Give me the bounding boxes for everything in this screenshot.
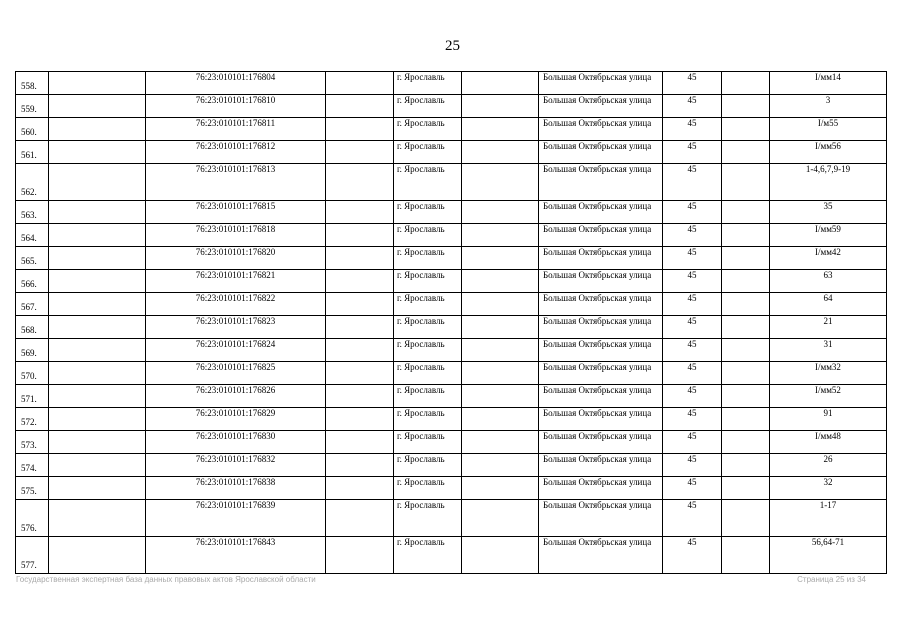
- empty-cell: [722, 164, 770, 201]
- cadastral-number: 76:23:010101:176830: [146, 431, 326, 454]
- empty-cell: [722, 72, 770, 95]
- street-name: Большая Октябрьская улица: [539, 118, 663, 141]
- empty-cell: [326, 500, 394, 537]
- empty-cell: [722, 293, 770, 316]
- house-number: 45: [663, 201, 722, 224]
- row-number: 563.: [16, 201, 49, 224]
- empty-cell: [462, 247, 539, 270]
- street-name: Большая Октябрьская улица: [539, 339, 663, 362]
- cadastral-number: 76:23:010101:176829: [146, 408, 326, 431]
- premises-number: I/мм56: [770, 141, 887, 164]
- empty-cell: [49, 537, 146, 574]
- city-name: г. Ярославль: [394, 293, 462, 316]
- house-number: 45: [663, 118, 722, 141]
- footer-page-counter: Страница 25 из 34: [797, 575, 866, 584]
- house-number: 45: [663, 164, 722, 201]
- premises-number: 3: [770, 95, 887, 118]
- empty-cell: [49, 454, 146, 477]
- empty-cell: [462, 95, 539, 118]
- city-name: г. Ярославль: [394, 408, 462, 431]
- table-row: [16, 201, 887, 224]
- house-number: 45: [663, 270, 722, 293]
- row-number: 558.: [16, 72, 49, 95]
- empty-cell: [326, 270, 394, 293]
- house-number: 45: [663, 339, 722, 362]
- empty-cell: [49, 431, 146, 454]
- empty-cell: [462, 454, 539, 477]
- table-row: [16, 477, 887, 500]
- premises-number: 63: [770, 270, 887, 293]
- premises-number: I/мм42: [770, 247, 887, 270]
- empty-cell: [722, 500, 770, 537]
- empty-cell: [722, 339, 770, 362]
- empty-cell: [462, 431, 539, 454]
- table-row: [16, 385, 887, 408]
- row-number: 570.: [16, 362, 49, 385]
- empty-cell: [462, 201, 539, 224]
- row-number: 565.: [16, 247, 49, 270]
- cadastral-number: 76:23:010101:176815: [146, 201, 326, 224]
- empty-cell: [326, 385, 394, 408]
- city-name: г. Ярославль: [394, 385, 462, 408]
- street-name: Большая Октябрьская улица: [539, 408, 663, 431]
- premises-number: I/м55: [770, 118, 887, 141]
- empty-cell: [722, 477, 770, 500]
- row-number: 569.: [16, 339, 49, 362]
- cadastral-number: 76:23:010101:176843: [146, 537, 326, 574]
- premises-number: 1-4,6,7,9-19: [770, 164, 887, 201]
- row-number: 561.: [16, 141, 49, 164]
- house-number: 45: [663, 72, 722, 95]
- cadastral-number: 76:23:010101:176823: [146, 316, 326, 339]
- empty-cell: [49, 224, 146, 247]
- empty-cell: [722, 362, 770, 385]
- premises-number: 31: [770, 339, 887, 362]
- street-name: Большая Октябрьская улица: [539, 201, 663, 224]
- empty-cell: [722, 270, 770, 293]
- empty-cell: [326, 477, 394, 500]
- house-number: 45: [663, 141, 722, 164]
- cadastral-number: 76:23:010101:176839: [146, 500, 326, 537]
- empty-cell: [722, 201, 770, 224]
- row-number: 568.: [16, 316, 49, 339]
- street-name: Большая Октябрьская улица: [539, 72, 663, 95]
- street-name: Большая Октябрьская улица: [539, 164, 663, 201]
- empty-cell: [462, 500, 539, 537]
- empty-cell: [49, 500, 146, 537]
- empty-cell: [722, 454, 770, 477]
- table-row: [16, 431, 887, 454]
- table-row: [16, 72, 887, 95]
- cadastral-number: 76:23:010101:176820: [146, 247, 326, 270]
- empty-cell: [722, 537, 770, 574]
- house-number: 45: [663, 500, 722, 537]
- house-number: 45: [663, 224, 722, 247]
- empty-cell: [462, 270, 539, 293]
- footer-source: Государственная экспертная база данных правовых актов Ярославской области: [16, 575, 316, 584]
- table-row: [16, 118, 887, 141]
- row-number: 560.: [16, 118, 49, 141]
- street-name: Большая Октябрьская улица: [539, 316, 663, 339]
- street-name: Большая Октябрьская улица: [539, 362, 663, 385]
- premises-number: 21: [770, 316, 887, 339]
- empty-cell: [49, 141, 146, 164]
- empty-cell: [326, 201, 394, 224]
- empty-cell: [722, 118, 770, 141]
- table-row: [16, 537, 887, 574]
- empty-cell: [326, 118, 394, 141]
- premises-number: 35: [770, 201, 887, 224]
- row-number: 573.: [16, 431, 49, 454]
- table-row: [16, 316, 887, 339]
- street-name: Большая Октябрьская улица: [539, 141, 663, 164]
- empty-cell: [722, 385, 770, 408]
- empty-cell: [49, 95, 146, 118]
- house-number: 45: [663, 408, 722, 431]
- cadastral-number: 76:23:010101:176811: [146, 118, 326, 141]
- empty-cell: [326, 164, 394, 201]
- empty-cell: [49, 339, 146, 362]
- cadastral-number: 76:23:010101:176813: [146, 164, 326, 201]
- empty-cell: [49, 270, 146, 293]
- street-name: Большая Октябрьская улица: [539, 385, 663, 408]
- empty-cell: [326, 339, 394, 362]
- city-name: г. Ярославль: [394, 537, 462, 574]
- registry-table-body: [16, 72, 887, 574]
- empty-cell: [326, 431, 394, 454]
- empty-cell: [722, 316, 770, 339]
- cadastral-number: 76:23:010101:176818: [146, 224, 326, 247]
- empty-cell: [462, 339, 539, 362]
- city-name: г. Ярославль: [394, 72, 462, 95]
- table-row: [16, 500, 887, 537]
- empty-cell: [462, 537, 539, 574]
- city-name: г. Ярославль: [394, 164, 462, 201]
- house-number: 45: [663, 293, 722, 316]
- premises-number: I/мм32: [770, 362, 887, 385]
- city-name: г. Ярославль: [394, 95, 462, 118]
- empty-cell: [462, 316, 539, 339]
- premises-number: I/мм52: [770, 385, 887, 408]
- row-number: 576.: [16, 500, 49, 537]
- empty-cell: [462, 362, 539, 385]
- city-name: г. Ярославль: [394, 431, 462, 454]
- empty-cell: [326, 408, 394, 431]
- table-row: [16, 164, 887, 201]
- street-name: Большая Октябрьская улица: [539, 500, 663, 537]
- city-name: г. Ярославль: [394, 362, 462, 385]
- house-number: 45: [663, 431, 722, 454]
- row-number: 562.: [16, 164, 49, 201]
- row-number: 575.: [16, 477, 49, 500]
- empty-cell: [326, 224, 394, 247]
- empty-cell: [462, 293, 539, 316]
- city-name: г. Ярославль: [394, 141, 462, 164]
- table-row: [16, 247, 887, 270]
- empty-cell: [326, 316, 394, 339]
- city-name: г. Ярославль: [394, 454, 462, 477]
- table-row: [16, 95, 887, 118]
- cadastral-number: 76:23:010101:176832: [146, 454, 326, 477]
- city-name: г. Ярославль: [394, 247, 462, 270]
- premises-number: 32: [770, 477, 887, 500]
- empty-cell: [49, 385, 146, 408]
- cadastral-number: 76:23:010101:176804: [146, 72, 326, 95]
- cadastral-number: 76:23:010101:176825: [146, 362, 326, 385]
- empty-cell: [49, 201, 146, 224]
- house-number: 45: [663, 247, 722, 270]
- empty-cell: [722, 431, 770, 454]
- street-name: Большая Октябрьская улица: [539, 95, 663, 118]
- row-number: 577.: [16, 537, 49, 574]
- premises-number: 1-17: [770, 500, 887, 537]
- empty-cell: [326, 362, 394, 385]
- premises-number: 26: [770, 454, 887, 477]
- city-name: г. Ярославль: [394, 316, 462, 339]
- empty-cell: [49, 247, 146, 270]
- street-name: Большая Октябрьская улица: [539, 431, 663, 454]
- empty-cell: [462, 141, 539, 164]
- table-row: [16, 454, 887, 477]
- house-number: 45: [663, 385, 722, 408]
- cadastral-number: 76:23:010101:176821: [146, 270, 326, 293]
- empty-cell: [462, 408, 539, 431]
- house-number: 45: [663, 537, 722, 574]
- street-name: Большая Октябрьская улица: [539, 537, 663, 574]
- table-row: [16, 362, 887, 385]
- empty-cell: [49, 72, 146, 95]
- premises-number: 91: [770, 408, 887, 431]
- city-name: г. Ярославль: [394, 224, 462, 247]
- empty-cell: [49, 362, 146, 385]
- empty-cell: [49, 293, 146, 316]
- cadastral-number: 76:23:010101:176826: [146, 385, 326, 408]
- row-number: 566.: [16, 270, 49, 293]
- empty-cell: [326, 537, 394, 574]
- row-number: 567.: [16, 293, 49, 316]
- table-row: [16, 293, 887, 316]
- city-name: г. Ярославль: [394, 477, 462, 500]
- premises-number: I/мм14: [770, 72, 887, 95]
- empty-cell: [49, 164, 146, 201]
- city-name: г. Ярославль: [394, 339, 462, 362]
- table-row: [16, 339, 887, 362]
- table-row: [16, 141, 887, 164]
- empty-cell: [462, 72, 539, 95]
- city-name: г. Ярославль: [394, 270, 462, 293]
- house-number: 45: [663, 362, 722, 385]
- empty-cell: [722, 95, 770, 118]
- empty-cell: [326, 293, 394, 316]
- empty-cell: [462, 118, 539, 141]
- city-name: г. Ярославль: [394, 118, 462, 141]
- empty-cell: [722, 408, 770, 431]
- table-row: [16, 408, 887, 431]
- table-row: [16, 270, 887, 293]
- empty-cell: [722, 141, 770, 164]
- row-number: 572.: [16, 408, 49, 431]
- house-number: 45: [663, 95, 722, 118]
- table-row: [16, 224, 887, 247]
- empty-cell: [462, 224, 539, 247]
- page-number: 25: [445, 38, 460, 54]
- premises-number: 64: [770, 293, 887, 316]
- street-name: Большая Октябрьская улица: [539, 477, 663, 500]
- cadastral-number: 76:23:010101:176822: [146, 293, 326, 316]
- page-footer: [16, 575, 866, 584]
- empty-cell: [326, 95, 394, 118]
- empty-cell: [462, 164, 539, 201]
- city-name: г. Ярославль: [394, 201, 462, 224]
- empty-cell: [49, 118, 146, 141]
- house-number: 45: [663, 477, 722, 500]
- house-number: 45: [663, 454, 722, 477]
- empty-cell: [326, 247, 394, 270]
- cadastral-number: 76:23:010101:176812: [146, 141, 326, 164]
- cadastral-number: 76:23:010101:176810: [146, 95, 326, 118]
- row-number: 571.: [16, 385, 49, 408]
- street-name: Большая Октябрьская улица: [539, 454, 663, 477]
- house-number: 45: [663, 316, 722, 339]
- empty-cell: [462, 477, 539, 500]
- empty-cell: [326, 454, 394, 477]
- premises-number: I/мм59: [770, 224, 887, 247]
- empty-cell: [49, 477, 146, 500]
- cadastral-number: 76:23:010101:176838: [146, 477, 326, 500]
- cadastral-number: 76:23:010101:176824: [146, 339, 326, 362]
- empty-cell: [722, 247, 770, 270]
- empty-cell: [49, 316, 146, 339]
- premises-number: 56,64-71: [770, 537, 887, 574]
- street-name: Большая Октябрьская улица: [539, 224, 663, 247]
- empty-cell: [49, 408, 146, 431]
- row-number: 574.: [16, 454, 49, 477]
- city-name: г. Ярославль: [394, 500, 462, 537]
- street-name: Большая Октябрьская улица: [539, 293, 663, 316]
- empty-cell: [462, 385, 539, 408]
- registry-table: [15, 71, 887, 574]
- premises-number: I/мм48: [770, 431, 887, 454]
- empty-cell: [326, 141, 394, 164]
- empty-cell: [326, 72, 394, 95]
- row-number: 559.: [16, 95, 49, 118]
- street-name: Большая Октябрьская улица: [539, 247, 663, 270]
- row-number: 564.: [16, 224, 49, 247]
- empty-cell: [722, 224, 770, 247]
- street-name: Большая Октябрьская улица: [539, 270, 663, 293]
